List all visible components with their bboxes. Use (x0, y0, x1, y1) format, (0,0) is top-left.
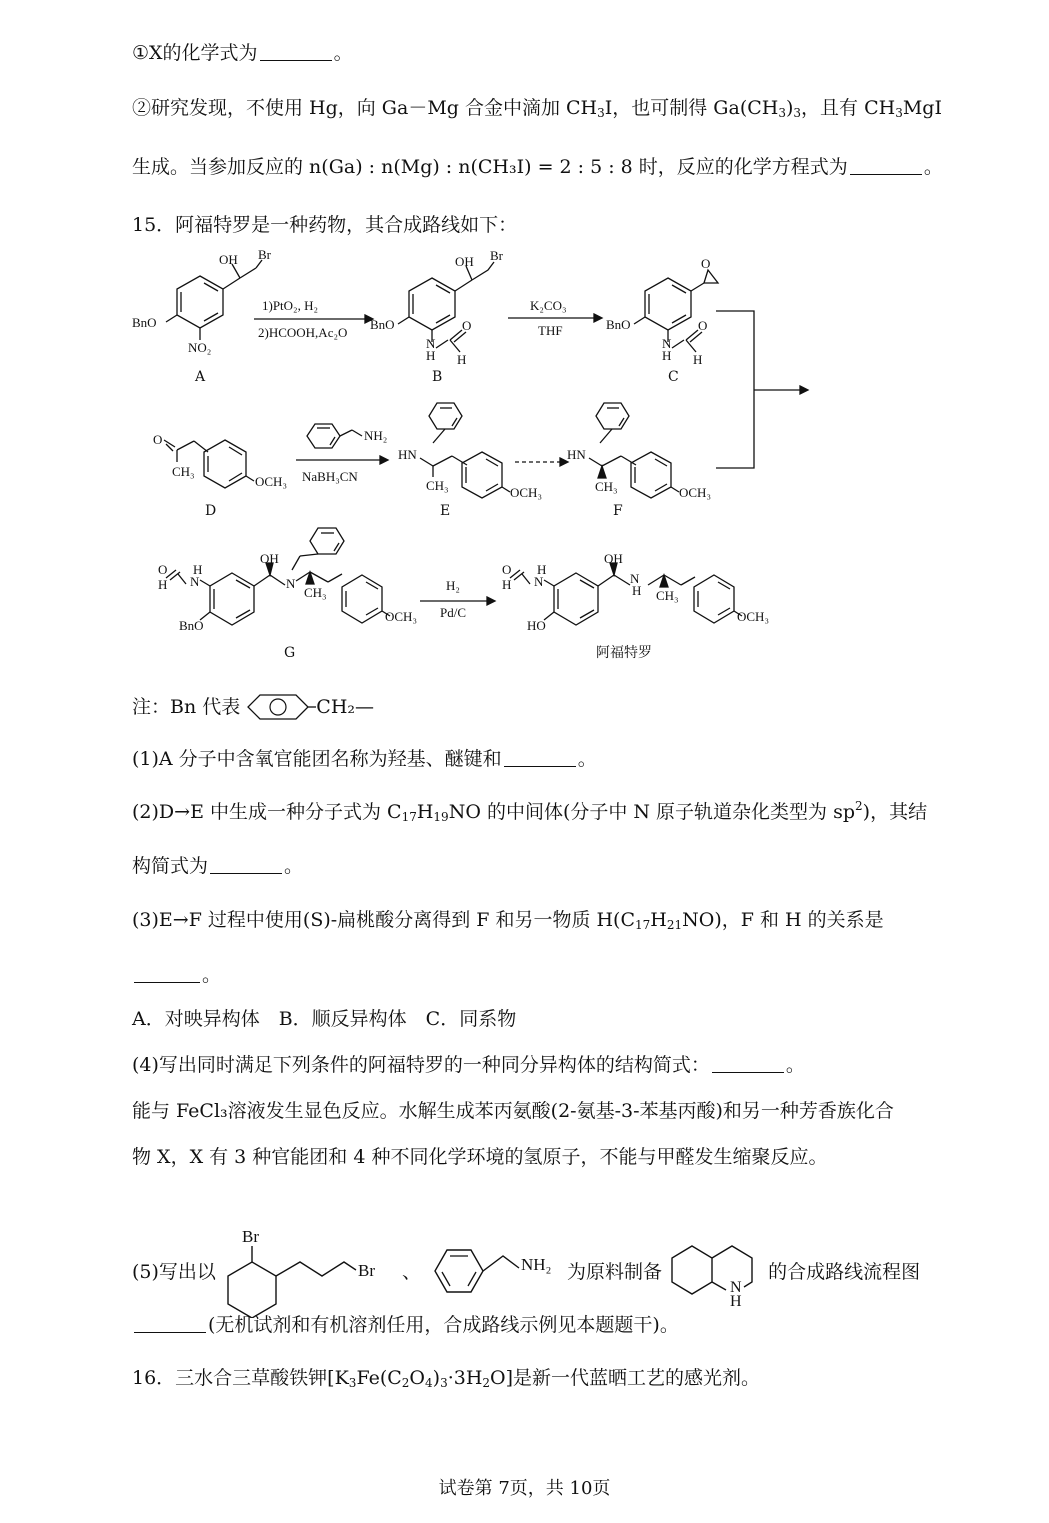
decahydroquinoline-structure (668, 1232, 768, 1306)
svg-text:BnO: BnO (606, 317, 631, 332)
svg-text:OCH₃: OCH₃ (737, 609, 769, 624)
svg-text:H₂: H₂ (446, 578, 460, 593)
svg-text:N: N (730, 1279, 742, 1296)
q15-part3-line2: 。 (132, 962, 221, 988)
svg-text:Br: Br (258, 247, 271, 262)
compound-c-structure (606, 256, 718, 367)
svg-text:CH₃: CH₃ (172, 464, 195, 479)
svg-text:NaBH₃CN: NaBH₃CN (302, 469, 358, 484)
svg-text:THF: THF (538, 323, 563, 338)
label-b: B (432, 369, 443, 385)
q15-part4-cond2: 物 X，X 有 3 种官能团和 4 种不同化学环境的氢原子，不能与甲醛发生缩聚反应。 (132, 1146, 828, 1168)
svg-text:OCH₃: OCH₃ (255, 474, 287, 489)
svg-text:H: H (426, 348, 436, 363)
svg-text:H: H (502, 577, 512, 592)
label-d: D (205, 503, 217, 519)
svg-text:O: O (502, 562, 512, 577)
svg-text:OCH₃: OCH₃ (679, 485, 711, 500)
svg-text:O: O (701, 256, 711, 271)
label-f: F (613, 503, 623, 519)
label-a: A (195, 369, 206, 385)
svg-text:O: O (698, 318, 708, 333)
page-footer: 试卷第 7页，共 10页 (438, 1478, 611, 1499)
label-g: G (284, 645, 296, 661)
svg-text:NO₂: NO₂ (188, 340, 212, 355)
svg-text:O: O (462, 318, 472, 333)
q14-item2: ②研究发现，不使用 Hg，向 Ga－Mg 合金中滴加 $CH_3I$，也可制得 $Ga(CH_3)_3$，且有 $CH_3MgI$ (132, 97, 942, 120)
arformoterol-structure (502, 551, 769, 633)
benzylamine-reagent (307, 424, 387, 448)
q15-part1: (1)A 分子中含氧官能团名称为羟基、醚键和 。 (132, 748, 597, 770)
compound-f-structure (567, 403, 711, 500)
bn-note: 注：Bn 代表 CH₂— (132, 692, 374, 722)
svg-text:N: N (534, 574, 544, 589)
compound-b-structure (370, 248, 504, 367)
svg-text:K₂CO₃: K₂CO₃ (530, 298, 567, 313)
svg-text:OH: OH (604, 551, 623, 566)
answer-blank[interactable] (712, 1072, 784, 1073)
svg-text:Br: Br (490, 248, 503, 263)
svg-text:HN: HN (398, 447, 417, 462)
q15-intro: 15．阿福特罗是一种药物，其合成路线如下： (132, 214, 518, 236)
svg-text:N: N (426, 336, 436, 351)
label-e: E (440, 503, 451, 519)
svg-text:NH₂: NH₂ (521, 1255, 552, 1274)
q14-item1: ①X的化学式为 。 (132, 42, 353, 64)
q15-part5: (5)写出以 Br Br 、 NH₂ 为原料制备 N H 的合成路线流程图 (132, 1226, 920, 1318)
q15-part4: (4)写出同时满足下列条件的阿福特罗的一种同分异构体的结构简式： 。 (132, 1054, 805, 1076)
svg-text:CH₃: CH₃ (656, 588, 679, 603)
compound-g-structure (158, 528, 417, 633)
compound-d-structure (153, 432, 287, 489)
svg-text:2)HCOOH,Ac₂O: 2)HCOOH,Ac₂O (258, 325, 348, 340)
svg-text:N: N (190, 574, 200, 589)
svg-text:BnO: BnO (370, 317, 395, 332)
svg-text:H: H (693, 352, 703, 367)
answer-blank[interactable] (134, 982, 200, 983)
svg-text:H: H (662, 348, 672, 363)
svg-text:OH: OH (219, 252, 238, 267)
svg-text:O: O (158, 562, 168, 577)
compound-a-structure (132, 247, 272, 355)
benzyl-ring-icon (246, 692, 316, 722)
compound-e-structure (398, 403, 542, 500)
q16-intro: 16．三水合三草酸铁钾$[K_3Fe(C_2O_4)_3\cdot 3H_2O]$是新一代蓝晒工艺的感光剂。 (132, 1367, 761, 1390)
svg-text:H: H (537, 562, 547, 577)
svg-text:1)PtO₂, H₂: 1)PtO₂, H₂ (262, 298, 319, 313)
svg-text:H: H (457, 352, 467, 367)
svg-text:HN: HN (567, 447, 586, 462)
answer-blank[interactable] (504, 766, 576, 767)
svg-text:OCH₃: OCH₃ (510, 485, 542, 500)
label-product: 阿福特罗 (596, 645, 652, 661)
benzylamine-structure (427, 1242, 567, 1302)
svg-text:OH: OH (260, 551, 279, 566)
answer-blank[interactable] (210, 873, 282, 874)
q15-part5-line2: (无机试剂和有机溶剂任用，合成路线示例见本题题干)。 (132, 1312, 679, 1338)
svg-text:HO: HO (527, 618, 546, 633)
svg-text:Br: Br (357, 1261, 375, 1280)
svg-text:BnO: BnO (132, 315, 157, 330)
q14-item2-line2: 生成。当参加反应的 n(Ga) : n(Mg) : n(CH₃I) = 2 : 5 : 8 时，反应的化学方程式为 。 (132, 156, 943, 178)
svg-text:N: N (630, 571, 640, 586)
dibromide-structure (222, 1226, 402, 1318)
svg-text:NH₂: NH₂ (364, 428, 388, 443)
svg-text:N: N (286, 576, 296, 591)
svg-text:H: H (158, 577, 168, 592)
q15-part2-line2: 构简式为 。 (132, 855, 304, 877)
svg-text:CH₃: CH₃ (426, 478, 449, 493)
svg-text:H: H (193, 562, 203, 577)
q15-part4-cond1: 能与 FeCl₃溶液发生显色反应。水解生成苯丙氨酸(2-氨基-3-苯基丙酸)和另一种芳香族化合 (132, 1100, 894, 1122)
svg-text:N: N (662, 336, 672, 351)
q15-part2: (2)D→E 中生成一种分子式为 $C_{17}H_{19}NO$ 的中间体(分子中 N 原子轨道杂化类型为 $sp^2$)，其结 (132, 799, 928, 824)
label-c: C (668, 369, 679, 385)
q15-part3: (3)E→F 过程中使用(S)-扁桃酸分离得到 F 和另一物质 $H(C_{17}H_{21}NO)$，F 和 H 的关系是 (132, 909, 884, 932)
answer-blank[interactable] (134, 1332, 206, 1333)
q15-part3-choices: A．对映异构体 B．顺反异构体 C．同系物 (132, 1008, 517, 1030)
svg-text:H: H (730, 1293, 742, 1306)
svg-text:OH: OH (455, 254, 474, 269)
svg-text:CH₃: CH₃ (304, 585, 327, 600)
svg-text:H: H (632, 583, 642, 598)
svg-text:BnO: BnO (179, 618, 204, 633)
svg-text:CH₃: CH₃ (595, 479, 618, 494)
merge-bracket (716, 311, 754, 468)
svg-text:Pd/C: Pd/C (440, 605, 467, 620)
svg-text:OCH₃: OCH₃ (385, 609, 417, 624)
svg-text:O: O (153, 432, 163, 447)
svg-text:Br: Br (241, 1227, 259, 1246)
